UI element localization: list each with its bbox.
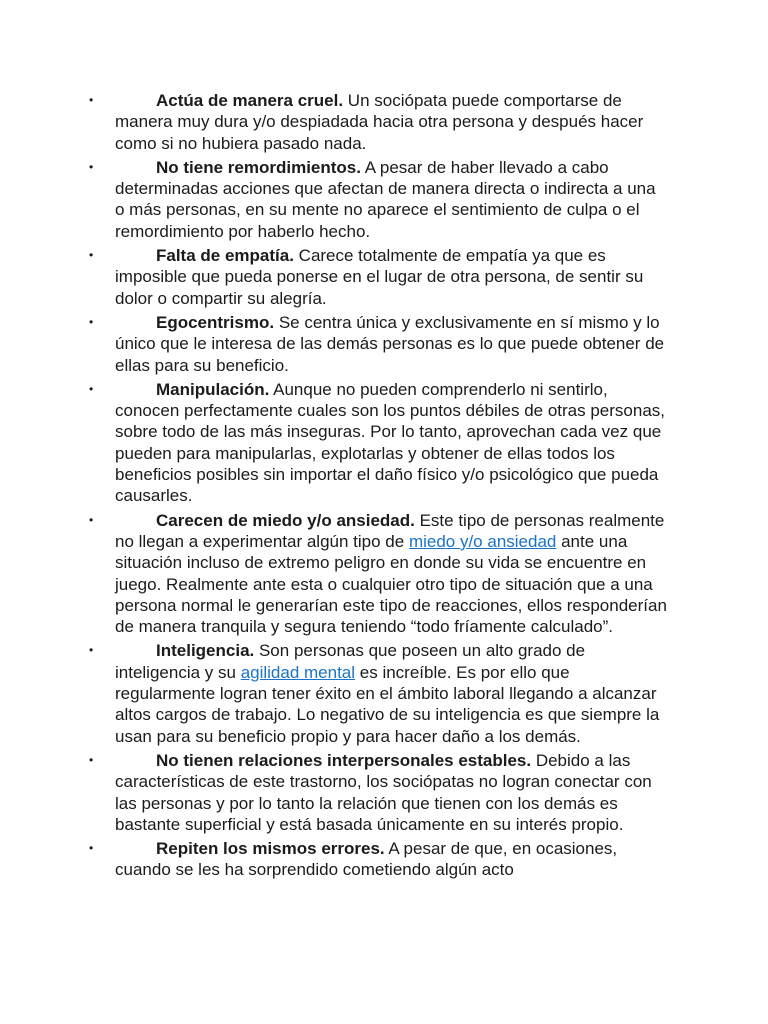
bullet-icon: • [89,752,94,767]
item-text: Este tipo de personas realmente no llegan a experimentar algún tipo de [115,510,665,551]
item-text: Carece totalmente de empatía ya que es imposible que pueda ponerse en el lugar de otra persona, de sentir su dolor o compartir su alegría. [115,246,644,308]
bullet-icon: • [89,248,94,263]
item-term: No tiene remordimientos. [156,157,361,177]
item-text: Un sociópata puede comportarse de manera muy dura y/o despiadada hacia otra persona y después hacer como si no hubiera pasado nada. [115,91,644,153]
bullet-icon: • [89,643,94,658]
bullet-icon: • [89,93,94,107]
bullet-icon: • [89,512,94,527]
list-item [0,157,768,242]
item-term: Egocentrismo. [156,312,275,332]
list-item [0,640,768,746]
item-text: es increíble. Es por ello que regularmente logran tener éxito en el ámbito laboral llegando a alcanzar altos cargos de trabajo. Lo negativo de su inteligencia es que siempre la usan para su beneficio propio y para hacer daño a los demás. [115,662,660,746]
bullet-icon: • [89,159,94,174]
item-term: Carecen de miedo y/o ansiedad. [156,510,415,530]
bullet-icon: • [89,314,94,329]
item-text: Aunque no pueden comprenderlo ni sentirlo, conocen perfectamente cuales son los puntos débiles de otras personas, sobre todo de las más inseguras. Por lo tanto, aprovechan cada vez que pueden para manipularlas, explotarlas y obtener de ellas todos los beneficios posibles sin importar el daño físico y/o psicológico que pueda causarles. [115,379,666,506]
list-item [0,838,768,881]
list-item [0,510,768,638]
item-text: Se centra única y exclusivamente en sí mismo y lo único que le interesa de las demás personas es lo que puede obtener de ellas para su beneficio. [115,312,665,375]
list-item [0,379,768,507]
item-term: No tienen relaciones interpersonales estables. [156,750,532,770]
item-term: Repiten los mismos errores. [156,839,385,859]
item-text: A pesar de haber llevado a cabo determinadas acciones que afectan de manera directa o indirecta a una o más personas, en su mente no aparece el sentimiento de culpa o el remordimiento por haberlo hecho. [115,157,656,241]
list-item [0,750,768,835]
trait-list [0,90,768,884]
item-term: Falta de empatía. [156,246,294,266]
bullet-icon: • [89,381,94,396]
miedo-ansiedad-link[interactable]: miedo y/o ansiedad [408,531,557,551]
item-term: Manipulación. [156,379,270,399]
item-text: ante una situación incluso de extremo peligro en donde su vida se encuentre en juego. Realmente ante esta o cualquier otro tipo de situación que a una persona normal le generarían este tipo de reacciones, ellos responderían de manera tranquila y segura teniendo “todo fríamente calculado”. [115,531,667,637]
list-item [0,245,768,309]
item-term: Actúa de manera cruel. [156,91,344,110]
list-item [0,312,768,376]
item-text: Debido a las características de este trastorno, los sociópatas no logran conectar con las personas y por lo tanto la relación que tienen con los demás es bastante superficial y está basada únicamente en su interés propio. [115,750,652,834]
item-text: A pesar de que, en ocasiones, cuando se les ha sorprendido cometiendo algún acto [115,839,618,880]
bullet-icon: • [89,841,94,856]
item-text: Son personas que poseen un alto grado de inteligencia y su [115,641,586,682]
list-item [0,90,768,154]
agilidad-mental-link[interactable]: agilidad mental [240,662,356,682]
item-term: Inteligencia. [156,641,255,661]
